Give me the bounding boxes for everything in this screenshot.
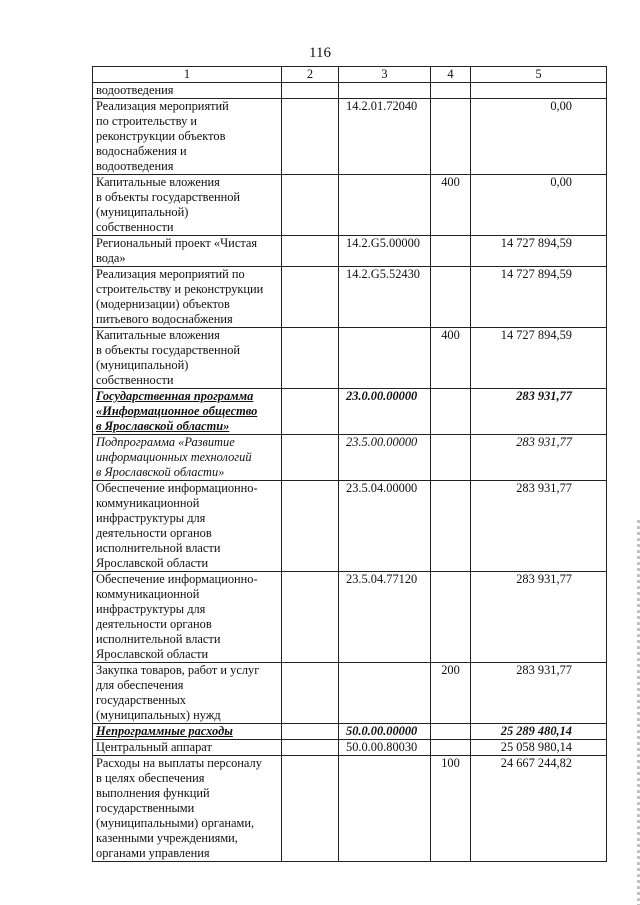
- row-program-cell: [282, 267, 339, 328]
- row-name-line: коммуникационной: [96, 496, 200, 510]
- row-kind-cell: 100: [431, 756, 471, 862]
- row-name-line: казенными учреждениями,: [96, 831, 238, 845]
- row-name-line: Реализация мероприятий по: [96, 267, 245, 281]
- row-sum-cell: 24 667 244,82: [471, 756, 607, 862]
- row-code-cell: [339, 328, 431, 389]
- row-kind-cell: [431, 267, 471, 328]
- table-row: [93, 481, 607, 572]
- row-kind-cell: [431, 99, 471, 175]
- row-name-line: коммуникационной: [96, 587, 200, 601]
- row-name-line: исполнительной власти: [96, 632, 221, 646]
- row-kind-cell: [431, 435, 471, 481]
- row-name-line: реконструкции объектов: [96, 129, 226, 143]
- row-program-cell: [282, 572, 339, 663]
- budget-table: [92, 66, 607, 862]
- row-name-line: инфраструктуры для: [96, 511, 206, 525]
- row-program-cell: [282, 83, 339, 99]
- row-name-line: Ярославской области: [96, 647, 209, 661]
- row-name-line: строительству и реконструкции: [96, 282, 264, 296]
- page-number: 116: [309, 45, 331, 61]
- row-name-line: исполнительной власти: [96, 541, 221, 555]
- row-name-line: деятельности органов: [96, 526, 212, 540]
- table-row: [93, 99, 607, 175]
- row-program-cell: [282, 481, 339, 572]
- row-name-cell: [93, 99, 282, 175]
- row-name-cell: [93, 481, 282, 572]
- row-name-cell: [93, 572, 282, 663]
- table-row: [93, 435, 607, 481]
- row-name-line: Непрограммные расходы: [96, 724, 233, 738]
- row-program-cell: [282, 663, 339, 724]
- row-code-cell: 23.0.00.00000: [339, 389, 431, 435]
- row-name-line: (муниципальной): [96, 358, 189, 372]
- row-code-cell: 14.2.G5.52430: [339, 267, 431, 328]
- row-kind-cell: 400: [431, 328, 471, 389]
- row-name-line: для обеспечения: [96, 678, 184, 692]
- row-kind-cell: [431, 236, 471, 267]
- row-name-line: Расходы на выплаты персоналу: [96, 756, 262, 770]
- row-name-line: водоотведения: [96, 83, 174, 97]
- row-name-cell: [93, 83, 282, 99]
- row-kind-cell: [431, 572, 471, 663]
- row-name-line: в целях обеспечения: [96, 771, 205, 785]
- row-name-line: в Ярославской области»: [96, 419, 230, 433]
- row-code-cell: 14.2.G5.00000: [339, 236, 431, 267]
- table-row: [93, 175, 607, 236]
- row-name-cell: [93, 724, 282, 740]
- table-row: [93, 756, 607, 862]
- row-sum-cell: 14 727 894,59: [471, 267, 607, 328]
- row-name-line: Капитальные вложения: [96, 328, 220, 342]
- row-code-cell: 23.5.04.00000: [339, 481, 431, 572]
- row-program-cell: [282, 389, 339, 435]
- row-name-line: Ярославской области: [96, 556, 209, 570]
- row-program-cell: [282, 99, 339, 175]
- row-sum-cell: 14 727 894,59: [471, 236, 607, 267]
- row-sum-cell: 283 931,77: [471, 435, 607, 481]
- row-kind-cell: [431, 724, 471, 740]
- column-header-5: 5: [471, 67, 607, 83]
- row-name-line: водоснабжения и: [96, 144, 187, 158]
- column-header-4: 4: [431, 67, 471, 83]
- row-name-line: в объекты государственной: [96, 343, 241, 357]
- table-row: [93, 236, 607, 267]
- table-row: [93, 663, 607, 724]
- row-name-cell: [93, 435, 282, 481]
- row-name-line: «Информационное общество: [96, 404, 258, 418]
- row-sum-cell: 283 931,77: [471, 481, 607, 572]
- row-name-line: органами управления: [96, 846, 210, 860]
- row-name-cell: [93, 663, 282, 724]
- row-name-line: питьевого водоснабжения: [96, 312, 233, 326]
- row-name-line: по строительству и: [96, 114, 198, 128]
- row-name-line: Государственная программа: [96, 389, 254, 403]
- row-name-line: деятельности органов: [96, 617, 212, 631]
- row-kind-cell: [431, 83, 471, 99]
- table-row: [93, 724, 607, 740]
- row-sum-cell: [471, 83, 607, 99]
- row-code-cell: 23.5.00.00000: [339, 435, 431, 481]
- table-header: [93, 67, 607, 83]
- row-name-line: выполнения функций: [96, 786, 210, 800]
- column-header-1: 1: [93, 67, 282, 83]
- row-name-line: собственности: [96, 220, 174, 234]
- row-name-line: Региональный проект «Чистая: [96, 236, 258, 250]
- row-name-line: Центральный аппарат: [96, 740, 212, 754]
- row-code-cell: 50.0.00.80030: [339, 740, 431, 756]
- row-kind-cell: 200: [431, 663, 471, 724]
- table-row: [93, 267, 607, 328]
- table-row: [93, 740, 607, 756]
- table-row: [93, 83, 607, 99]
- table-body: [93, 83, 607, 862]
- row-name-line: Подпрограмма «Развитие: [96, 435, 235, 449]
- row-sum-cell: 25 289 480,14: [471, 724, 607, 740]
- row-name-line: государственными: [96, 801, 195, 815]
- row-name-cell: [93, 328, 282, 389]
- row-kind-cell: 400: [431, 175, 471, 236]
- row-name-cell: [93, 175, 282, 236]
- row-sum-cell: 14 727 894,59: [471, 328, 607, 389]
- row-code-cell: 23.5.04.77120: [339, 572, 431, 663]
- row-name-line: государственных: [96, 693, 187, 707]
- row-code-cell: 14.2.01.72040: [339, 99, 431, 175]
- row-name-line: Обеспечение информационно-: [96, 481, 258, 495]
- row-program-cell: [282, 328, 339, 389]
- row-name-cell: [93, 236, 282, 267]
- row-kind-cell: [431, 481, 471, 572]
- row-name-cell: [93, 740, 282, 756]
- row-name-line: информационных технологий: [96, 450, 252, 464]
- table-row: [93, 328, 607, 389]
- row-kind-cell: [431, 740, 471, 756]
- row-code-cell: [339, 756, 431, 862]
- row-sum-cell: 0,00: [471, 175, 607, 236]
- row-program-cell: [282, 435, 339, 481]
- row-sum-cell: 0,00: [471, 99, 607, 175]
- row-program-cell: [282, 756, 339, 862]
- row-code-cell: [339, 83, 431, 99]
- row-name-cell: [93, 267, 282, 328]
- row-program-cell: [282, 724, 339, 740]
- row-program-cell: [282, 236, 339, 267]
- row-name-line: в Ярославской области»: [96, 465, 225, 479]
- row-sum-cell: 283 931,77: [471, 663, 607, 724]
- row-name-line: водоотведения: [96, 159, 174, 173]
- row-name-cell: [93, 389, 282, 435]
- row-name-line: (муниципальной): [96, 205, 189, 219]
- row-sum-cell: 283 931,77: [471, 572, 607, 663]
- row-name-line: инфраструктуры для: [96, 602, 206, 616]
- row-sum-cell: 283 931,77: [471, 389, 607, 435]
- column-number-row: [93, 67, 607, 83]
- row-program-cell: [282, 740, 339, 756]
- table-row: [93, 389, 607, 435]
- row-sum-cell: 25 058 980,14: [471, 740, 607, 756]
- row-name-line: Закупка товаров, работ и услуг: [96, 663, 260, 677]
- row-name-line: Обеспечение информационно-: [96, 572, 258, 586]
- row-program-cell: [282, 175, 339, 236]
- row-code-cell: 50.0.00.00000: [339, 724, 431, 740]
- row-name-line: Капитальные вложения: [96, 175, 220, 189]
- column-header-2: 2: [282, 67, 339, 83]
- table-row: [93, 572, 607, 663]
- row-name-line: (муниципальных) нужд: [96, 708, 221, 722]
- row-name-line: (муниципальными) органами,: [96, 816, 255, 830]
- row-code-cell: [339, 663, 431, 724]
- row-name-line: собственности: [96, 373, 174, 387]
- row-name-line: в объекты государственной: [96, 190, 241, 204]
- row-name-line: вода»: [96, 251, 126, 265]
- column-header-3: 3: [339, 67, 431, 83]
- row-name-line: Реализация мероприятий: [96, 99, 229, 113]
- row-code-cell: [339, 175, 431, 236]
- row-name-line: (модернизации) объектов: [96, 297, 230, 311]
- row-name-cell: [93, 756, 282, 862]
- row-kind-cell: [431, 389, 471, 435]
